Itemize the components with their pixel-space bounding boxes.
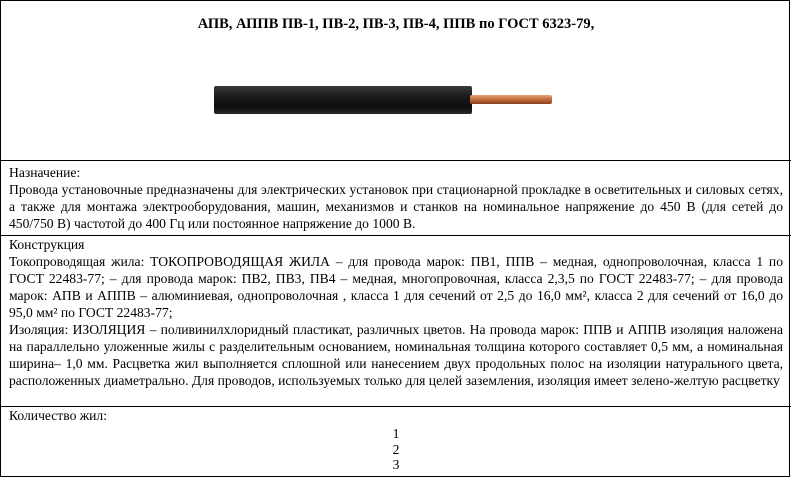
document-title: АПВ, АППВ ПВ-1, ПВ-2, ПВ-3, ПВ-4, ППВ по ГОСТ 6323-79, (197, 16, 595, 32)
insulation-text: Изоляция: ИЗОЛЯЦИЯ – поливинилхлоридный пластикат, различных цветов. На провода марок: ППВ и АППВ изоляция наложена на параллельно уложенные жилы с разделительным основанием, номинальная толщина которого составляет 0,5 мм, а номинальная ширина– 1,0 мм. Расцветка жил выполняется сплошной или нанесением двух продольных полос на изоляции натурального цвета, расположенных диаметрально. Для проводов, используемых только для целей заземления, изоляция имеет зелено-желтую расцветку (9, 322, 783, 388)
conductor-text: Токопроводящая жила: ТОКОПРОВОДЯЩАЯ ЖИЛА – для провода марок: ПВ1, ППВ – медная, однопроволочная, класса 1 по ГОСТ 22483-77; – для провода марок: ПВ2, ПВ3, ПВ4 – медная, многопровочная, класса 2,3,5 по ГОСТ 22483-77; – для провода марок: АПВ и АППВ – алюминиевая, однопроволочная , класса 1 для сечений от 2,5 до 16,0 мм², класса 2 для сечений от 16,0 до 95,0 мм² по ГОСТ 22483-77; (9, 254, 783, 320)
purpose-heading: Назначение: (9, 165, 81, 180)
cores-heading: Количество жил: (9, 408, 107, 423)
purpose-text: Провода установочные предназначены для электрических установок при стационарной прокладке в осветительных и силовых сетях, а также для монтажа электрооборудования, машин, механизмов и станков на номинальное напряжение до 450 В (для сетей до 450/750 В) частотой до 400 Гц или постоянное напряжение до 1000 В. (9, 182, 783, 231)
construction-heading: Конструкция (9, 237, 85, 252)
cores-section (9, 407, 783, 424)
cores-value: 1 (392, 426, 400, 441)
cores-value: 3 (392, 457, 400, 472)
cores-value: 2 (392, 441, 400, 457)
construction-section (9, 236, 783, 389)
purpose-section (9, 164, 783, 232)
wire-illustration-icon (214, 85, 554, 115)
cores-list (1, 426, 791, 473)
section-divider (1, 160, 791, 161)
